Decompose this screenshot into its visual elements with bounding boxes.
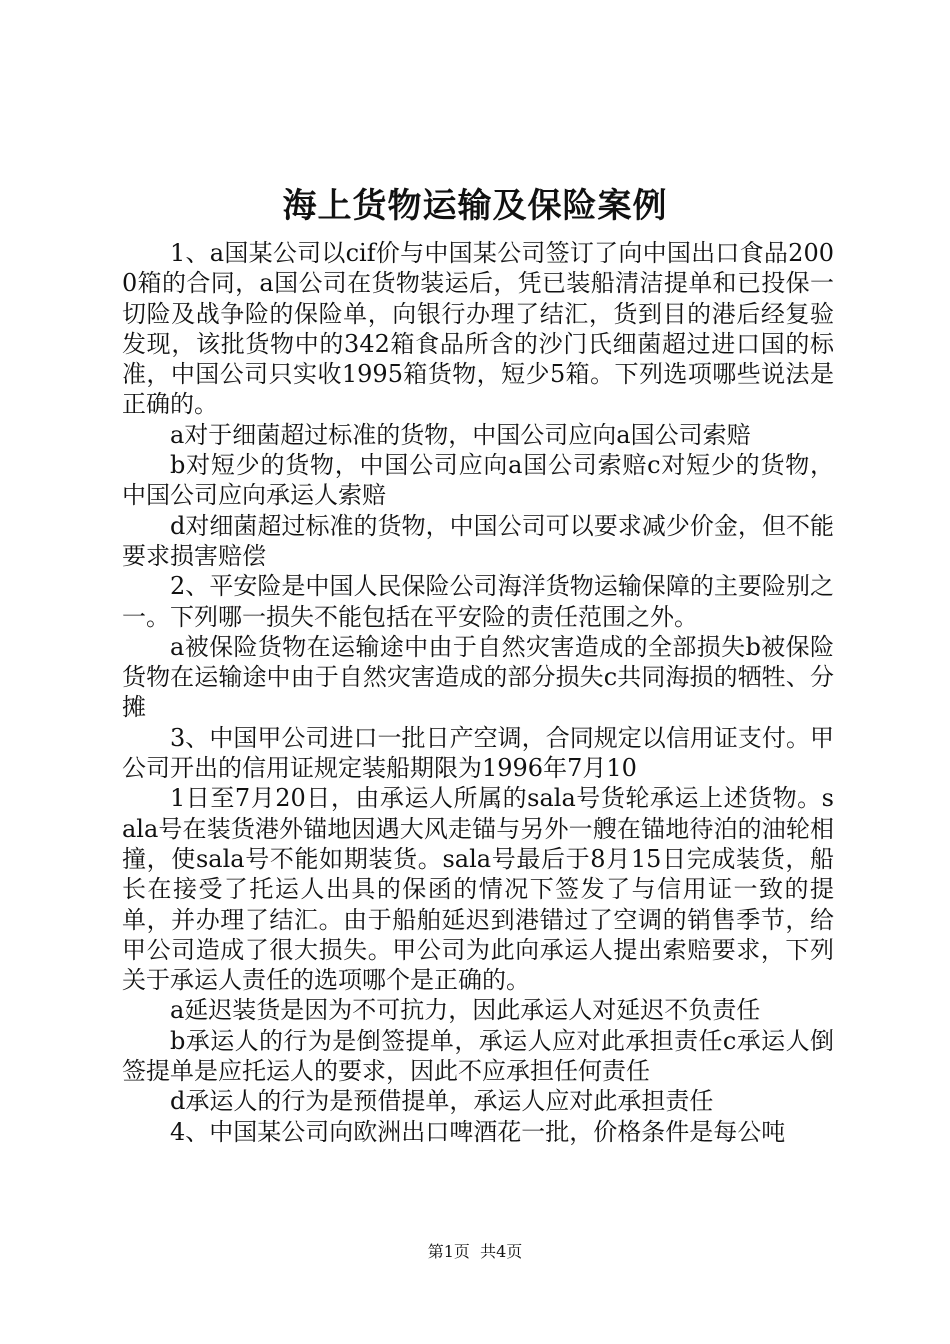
- document-title: 海上货物运输及保险案例: [282, 186, 668, 226]
- page-number: 第1页: [427, 1242, 470, 1261]
- footer-spacer: [470, 1242, 480, 1261]
- paragraph-2: a对于细菌超过标准的货物，中国公司应向a国公司索赔: [170, 420, 751, 449]
- paragraph-6: a被保险货物在运输途中由于自然灾害造成的全部损失b被保险货物在运输途中由于自然灾害造成的部分损失c共同海损的牺牲、分摊: [122, 632, 834, 722]
- paragraph-4: d对细菌超过标准的货物，中国公司可以要求减少价金，但不能要求损害赔偿: [122, 511, 834, 570]
- paragraph-10: b承运人的行为是倒签提单，承运人应对此承担责任c承运人倒签提单是应托运人的要求，因此不应承担任何责任: [122, 1026, 834, 1086]
- paragraph-8: 1日至7月20日，由承运人所属的sala号货轮承运上述货物。sala号在装货港外锚地因遇大风走锚与另外一艘在锚地待泊的油轮相撞，使sala号不能如期装货。sala号最后于8月15日完成装货，船长在接受了托运人出具的保函的情况下签发了与信用证一致的提单，并办理了结汇。由于船舶延迟到港错过了空调的销售季节，给甲公司造成了很大损失。甲公司为此向承运人提出索赔要求，下列关于承运人责任的选项哪个是正确的。: [122, 784, 834, 995]
- page-total: 共4页: [480, 1242, 523, 1261]
- paragraph-11: d承运人的行为是预借提单，承运人应对此承担责任: [170, 1087, 714, 1116]
- page-footer: [0, 1241, 950, 1263]
- document-body: [122, 238, 834, 1147]
- paragraph-12: 4、中国某公司向欧洲出口啤酒花一批，价格条件是每公吨: [170, 1117, 786, 1146]
- paragraph-1: 1、a国某公司以cif价与中国某公司签订了向中国出口食品2000箱的合同，a国公司在货物装运后，凭已装船清洁提单和已投保一切险及战争险的保险单，向银行办理了结汇，货到目的港后经复验发现，该批货物中的342箱食品所含的沙门氏细菌超过进口国的标准，中国公司只实收1995箱货物，短少5箱。下列选项哪些说法是正确的。: [122, 239, 834, 419]
- paragraph-3: b对短少的货物，中国公司应向a国公司索赔c对短少的货物，中国公司应向承运人索赔: [122, 451, 834, 510]
- paragraph-9: a延迟装货是因为不可抗力，因此承运人对延迟不负责任: [170, 996, 761, 1025]
- paragraph-7: 3、中国甲公司进口一批日产空调，合同规定以信用证支付。甲公司开出的信用证规定装船期限为1996年7月10: [122, 723, 834, 783]
- paragraph-5: 2、平安险是中国人民保险公司海洋货物运输保障的主要险别之一。下列哪一损失不能包括在平安险的责任范围之外。: [122, 572, 834, 631]
